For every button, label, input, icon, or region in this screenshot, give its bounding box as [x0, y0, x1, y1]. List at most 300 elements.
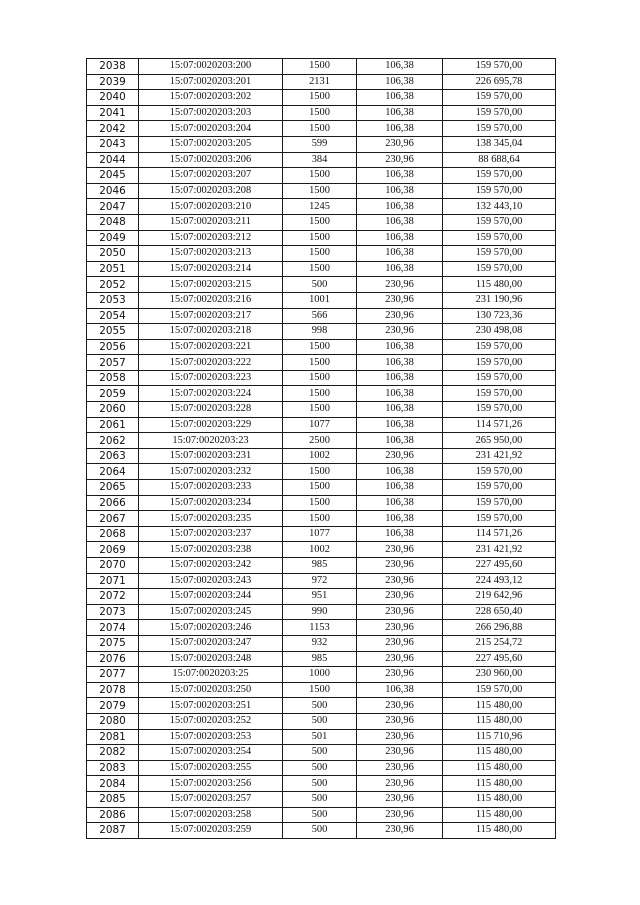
- cadastral-number-cell: 15:07:0020203:229: [139, 417, 283, 433]
- table-row: [87, 589, 556, 605]
- cadastral-value-cell: 115 480,00: [443, 745, 556, 761]
- rate-cell: 106,38: [357, 355, 443, 371]
- cadastral-number-cell: 15:07:0020203:238: [139, 542, 283, 558]
- area-cell: 1500: [283, 386, 357, 402]
- table-row: [87, 308, 556, 324]
- row-number-cell: 2040: [87, 90, 139, 106]
- table-row: [87, 214, 556, 230]
- cadastral-value-cell: 159 570,00: [443, 339, 556, 355]
- cadastral-number-cell: 15:07:0020203:258: [139, 807, 283, 823]
- table-row: [87, 791, 556, 807]
- cadastral-value-cell: 159 570,00: [443, 464, 556, 480]
- rate-cell: 106,38: [357, 183, 443, 199]
- table-row: [87, 402, 556, 418]
- area-cell: 1500: [283, 183, 357, 199]
- rate-cell: 230,96: [357, 542, 443, 558]
- rate-cell: 106,38: [357, 105, 443, 121]
- rate-cell: 230,96: [357, 651, 443, 667]
- cadastral-value-cell: 138 345,04: [443, 136, 556, 152]
- area-cell: 500: [283, 791, 357, 807]
- cadastral-number-cell: 15:07:0020203:231: [139, 448, 283, 464]
- cadastral-value-cell: 159 570,00: [443, 402, 556, 418]
- rate-cell: 230,96: [357, 729, 443, 745]
- table-row: [87, 339, 556, 355]
- area-cell: 2131: [283, 74, 357, 90]
- row-number-cell: 2059: [87, 386, 139, 402]
- row-number-cell: 2082: [87, 745, 139, 761]
- area-cell: 1500: [283, 464, 357, 480]
- row-number-cell: 2057: [87, 355, 139, 371]
- table-row: [87, 604, 556, 620]
- area-cell: 384: [283, 152, 357, 168]
- area-cell: 500: [283, 776, 357, 792]
- area-cell: 1002: [283, 542, 357, 558]
- row-number-cell: 2048: [87, 214, 139, 230]
- row-number-cell: 2072: [87, 589, 139, 605]
- area-cell: 1500: [283, 355, 357, 371]
- table-row: [87, 776, 556, 792]
- table-row: [87, 136, 556, 152]
- cadastral-number-cell: 15:07:0020203:234: [139, 495, 283, 511]
- cadastral-value-cell: 231 421,92: [443, 448, 556, 464]
- row-number-cell: 2070: [87, 558, 139, 574]
- cadastral-number-cell: 15:07:0020203:252: [139, 713, 283, 729]
- table-row: [87, 246, 556, 262]
- cadastral-number-cell: 15:07:0020203:248: [139, 651, 283, 667]
- cadastral-value-table: [86, 58, 556, 839]
- cadastral-value-cell: 159 570,00: [443, 105, 556, 121]
- area-cell: 500: [283, 745, 357, 761]
- cadastral-value-cell: 227 495,60: [443, 651, 556, 667]
- cadastral-number-cell: 15:07:0020203:251: [139, 698, 283, 714]
- cadastral-number-cell: 15:07:0020203:250: [139, 682, 283, 698]
- cadastral-value-cell: 114 571,26: [443, 417, 556, 433]
- row-number-cell: 2060: [87, 402, 139, 418]
- rate-cell: 230,96: [357, 136, 443, 152]
- cadastral-number-cell: 15:07:0020203:247: [139, 635, 283, 651]
- row-number-cell: 2086: [87, 807, 139, 823]
- table-row: [87, 823, 556, 839]
- table-row: [87, 355, 556, 371]
- rate-cell: 106,38: [357, 511, 443, 527]
- cadastral-value-cell: 115 710,96: [443, 729, 556, 745]
- table-row: [87, 261, 556, 277]
- rate-cell: 106,38: [357, 480, 443, 496]
- area-cell: 1500: [283, 480, 357, 496]
- row-number-cell: 2049: [87, 230, 139, 246]
- cadastral-number-cell: 15:07:0020203:244: [139, 589, 283, 605]
- area-cell: 500: [283, 807, 357, 823]
- cadastral-number-cell: 15:07:0020203:245: [139, 604, 283, 620]
- cadastral-value-cell: 159 570,00: [443, 495, 556, 511]
- area-cell: 500: [283, 760, 357, 776]
- cadastral-value-cell: 159 570,00: [443, 59, 556, 75]
- cadastral-number-cell: 15:07:0020203:235: [139, 511, 283, 527]
- cadastral-value-cell: 231 190,96: [443, 292, 556, 308]
- rate-cell: 106,38: [357, 199, 443, 215]
- area-cell: 1077: [283, 526, 357, 542]
- area-cell: 1001: [283, 292, 357, 308]
- row-number-cell: 2074: [87, 620, 139, 636]
- cadastral-value-cell: 130 723,36: [443, 308, 556, 324]
- cadastral-number-cell: 15:07:0020203:214: [139, 261, 283, 277]
- rate-cell: 230,96: [357, 745, 443, 761]
- cadastral-value-cell: 224 493,12: [443, 573, 556, 589]
- cadastral-number-cell: 15:07:0020203:255: [139, 760, 283, 776]
- area-cell: 500: [283, 823, 357, 839]
- area-cell: 932: [283, 635, 357, 651]
- rate-cell: 106,38: [357, 261, 443, 277]
- row-number-cell: 2077: [87, 667, 139, 683]
- cadastral-number-cell: 15:07:0020203:257: [139, 791, 283, 807]
- cadastral-value-cell: 231 421,92: [443, 542, 556, 558]
- table-row: [87, 698, 556, 714]
- row-number-cell: 2079: [87, 698, 139, 714]
- table-row: [87, 635, 556, 651]
- row-number-cell: 2076: [87, 651, 139, 667]
- area-cell: 1500: [283, 90, 357, 106]
- row-number-cell: 2075: [87, 635, 139, 651]
- rate-cell: 106,38: [357, 386, 443, 402]
- row-number-cell: 2050: [87, 246, 139, 262]
- row-number-cell: 2063: [87, 448, 139, 464]
- cadastral-number-cell: 15:07:0020203:210: [139, 199, 283, 215]
- table-row: [87, 760, 556, 776]
- cadastral-number-cell: 15:07:0020203:254: [139, 745, 283, 761]
- rate-cell: 106,38: [357, 526, 443, 542]
- row-number-cell: 2046: [87, 183, 139, 199]
- row-number-cell: 2055: [87, 324, 139, 340]
- cadastral-value-cell: 219 642,96: [443, 589, 556, 605]
- table-row: [87, 448, 556, 464]
- row-number-cell: 2042: [87, 121, 139, 137]
- row-number-cell: 2081: [87, 729, 139, 745]
- row-number-cell: 2047: [87, 199, 139, 215]
- rate-cell: 106,38: [357, 402, 443, 418]
- row-number-cell: 2064: [87, 464, 139, 480]
- table-row: [87, 292, 556, 308]
- table-row: [87, 121, 556, 137]
- area-cell: 1500: [283, 370, 357, 386]
- cadastral-value-cell: 115 480,00: [443, 791, 556, 807]
- table-body: [87, 59, 556, 839]
- cadastral-number-cell: 15:07:0020203:216: [139, 292, 283, 308]
- cadastral-value-cell: 115 480,00: [443, 776, 556, 792]
- table-row: [87, 464, 556, 480]
- area-cell: 1500: [283, 511, 357, 527]
- rate-cell: 230,96: [357, 823, 443, 839]
- rate-cell: 230,96: [357, 152, 443, 168]
- rate-cell: 106,38: [357, 339, 443, 355]
- row-number-cell: 2062: [87, 433, 139, 449]
- cadastral-value-cell: 159 570,00: [443, 183, 556, 199]
- table-row: [87, 90, 556, 106]
- row-number-cell: 2058: [87, 370, 139, 386]
- row-number-cell: 2053: [87, 292, 139, 308]
- table-row: [87, 558, 556, 574]
- rate-cell: 230,96: [357, 604, 443, 620]
- rate-cell: 230,96: [357, 277, 443, 293]
- table-row: [87, 573, 556, 589]
- cadastral-number-cell: 15:07:0020203:205: [139, 136, 283, 152]
- cadastral-value-cell: 115 480,00: [443, 698, 556, 714]
- cadastral-value-cell: 115 480,00: [443, 823, 556, 839]
- cadastral-number-cell: 15:07:0020203:256: [139, 776, 283, 792]
- cadastral-value-cell: 115 480,00: [443, 760, 556, 776]
- table-row: [87, 59, 556, 75]
- rate-cell: 230,96: [357, 620, 443, 636]
- table-row: [87, 729, 556, 745]
- rate-cell: 230,96: [357, 698, 443, 714]
- area-cell: 1153: [283, 620, 357, 636]
- row-number-cell: 2041: [87, 105, 139, 121]
- area-cell: 998: [283, 324, 357, 340]
- cadastral-value-cell: 159 570,00: [443, 682, 556, 698]
- table-row: [87, 74, 556, 90]
- cadastral-number-cell: 15:07:0020203:217: [139, 308, 283, 324]
- area-cell: 2500: [283, 433, 357, 449]
- cadastral-value-cell: 228 650,40: [443, 604, 556, 620]
- table-row: [87, 433, 556, 449]
- table-row: [87, 542, 556, 558]
- row-number-cell: 2067: [87, 511, 139, 527]
- area-cell: 1500: [283, 402, 357, 418]
- area-cell: 1500: [283, 121, 357, 137]
- table-row: [87, 526, 556, 542]
- rate-cell: 230,96: [357, 589, 443, 605]
- table-row: [87, 168, 556, 184]
- row-number-cell: 2078: [87, 682, 139, 698]
- area-cell: 951: [283, 589, 357, 605]
- cadastral-value-cell: 159 570,00: [443, 246, 556, 262]
- cadastral-value-cell: 132 443,10: [443, 199, 556, 215]
- table-row: [87, 620, 556, 636]
- cadastral-value-cell: 230 960,00: [443, 667, 556, 683]
- table-row: [87, 495, 556, 511]
- cadastral-value-cell: 159 570,00: [443, 90, 556, 106]
- area-cell: 1500: [283, 682, 357, 698]
- table-row: [87, 386, 556, 402]
- area-cell: 1500: [283, 105, 357, 121]
- cadastral-number-cell: 15:07:0020203:233: [139, 480, 283, 496]
- cadastral-value-cell: 159 570,00: [443, 168, 556, 184]
- table-row: [87, 199, 556, 215]
- area-cell: 1500: [283, 168, 357, 184]
- row-number-cell: 2038: [87, 59, 139, 75]
- rate-cell: 106,38: [357, 417, 443, 433]
- area-cell: 1002: [283, 448, 357, 464]
- cadastral-number-cell: 15:07:0020203:237: [139, 526, 283, 542]
- cadastral-number-cell: 15:07:0020203:223: [139, 370, 283, 386]
- cadastral-number-cell: 15:07:0020203:218: [139, 324, 283, 340]
- cadastral-number-cell: 15:07:0020203:23: [139, 433, 283, 449]
- area-cell: 500: [283, 277, 357, 293]
- cadastral-number-cell: 15:07:0020203:215: [139, 277, 283, 293]
- cadastral-value-cell: 115 480,00: [443, 807, 556, 823]
- cadastral-number-cell: 15:07:0020203:208: [139, 183, 283, 199]
- cadastral-value-cell: 230 498,08: [443, 324, 556, 340]
- rate-cell: 106,38: [357, 433, 443, 449]
- cadastral-number-cell: 15:07:0020203:206: [139, 152, 283, 168]
- cadastral-value-cell: 159 570,00: [443, 355, 556, 371]
- cadastral-number-cell: 15:07:0020203:204: [139, 121, 283, 137]
- row-number-cell: 2044: [87, 152, 139, 168]
- cadastral-number-cell: 15:07:0020203:213: [139, 246, 283, 262]
- area-cell: 1500: [283, 339, 357, 355]
- table-row: [87, 745, 556, 761]
- cadastral-number-cell: 15:07:0020203:211: [139, 214, 283, 230]
- row-number-cell: 2045: [87, 168, 139, 184]
- area-cell: 1000: [283, 667, 357, 683]
- rate-cell: 106,38: [357, 59, 443, 75]
- row-number-cell: 2071: [87, 573, 139, 589]
- cadastral-value-cell: 159 570,00: [443, 230, 556, 246]
- table-row: [87, 277, 556, 293]
- row-number-cell: 2065: [87, 480, 139, 496]
- area-cell: 985: [283, 558, 357, 574]
- cadastral-value-cell: 159 570,00: [443, 370, 556, 386]
- cadastral-number-cell: 15:07:0020203:228: [139, 402, 283, 418]
- area-cell: 1500: [283, 246, 357, 262]
- cadastral-number-cell: 15:07:0020203:253: [139, 729, 283, 745]
- cadastral-value-cell: 215 254,72: [443, 635, 556, 651]
- rate-cell: 230,96: [357, 791, 443, 807]
- rate-cell: 106,38: [357, 495, 443, 511]
- area-cell: 566: [283, 308, 357, 324]
- row-number-cell: 2066: [87, 495, 139, 511]
- rate-cell: 106,38: [357, 464, 443, 480]
- row-number-cell: 2083: [87, 760, 139, 776]
- cadastral-value-cell: 265 950,00: [443, 433, 556, 449]
- cadastral-number-cell: 15:07:0020203:224: [139, 386, 283, 402]
- area-cell: 1077: [283, 417, 357, 433]
- cadastral-number-cell: 15:07:0020203:212: [139, 230, 283, 246]
- row-number-cell: 2069: [87, 542, 139, 558]
- rate-cell: 230,96: [357, 635, 443, 651]
- table-row: [87, 324, 556, 340]
- row-number-cell: 2085: [87, 791, 139, 807]
- rate-cell: 230,96: [357, 448, 443, 464]
- rate-cell: 106,38: [357, 214, 443, 230]
- row-number-cell: 2073: [87, 604, 139, 620]
- table-row: [87, 183, 556, 199]
- cadastral-value-cell: 226 695,78: [443, 74, 556, 90]
- area-cell: 500: [283, 698, 357, 714]
- table-row: [87, 682, 556, 698]
- row-number-cell: 2061: [87, 417, 139, 433]
- cadastral-value-cell: 88 688,64: [443, 152, 556, 168]
- area-cell: 985: [283, 651, 357, 667]
- row-number-cell: 2051: [87, 261, 139, 277]
- area-cell: 1500: [283, 495, 357, 511]
- row-number-cell: 2056: [87, 339, 139, 355]
- area-cell: 1500: [283, 59, 357, 75]
- cadastral-value-cell: 159 570,00: [443, 261, 556, 277]
- table-row: [87, 152, 556, 168]
- rate-cell: 230,96: [357, 558, 443, 574]
- area-cell: 500: [283, 713, 357, 729]
- rate-cell: 230,96: [357, 776, 443, 792]
- rate-cell: 106,38: [357, 74, 443, 90]
- area-cell: 501: [283, 729, 357, 745]
- area-cell: 1500: [283, 230, 357, 246]
- cadastral-number-cell: 15:07:0020203:259: [139, 823, 283, 839]
- rate-cell: 230,96: [357, 807, 443, 823]
- cadastral-number-cell: 15:07:0020203:203: [139, 105, 283, 121]
- table-row: [87, 667, 556, 683]
- cadastral-value-cell: 159 570,00: [443, 480, 556, 496]
- cadastral-value-cell: 159 570,00: [443, 386, 556, 402]
- row-number-cell: 2039: [87, 74, 139, 90]
- cadastral-value-cell: 266 296,88: [443, 620, 556, 636]
- cadastral-value-cell: 159 570,00: [443, 214, 556, 230]
- cadastral-number-cell: 15:07:0020203:202: [139, 90, 283, 106]
- table-row: [87, 511, 556, 527]
- cadastral-value-cell: 115 480,00: [443, 277, 556, 293]
- table-row: [87, 807, 556, 823]
- rate-cell: 106,38: [357, 121, 443, 137]
- cadastral-value-cell: 227 495,60: [443, 558, 556, 574]
- cadastral-number-cell: 15:07:0020203:232: [139, 464, 283, 480]
- row-number-cell: 2052: [87, 277, 139, 293]
- cadastral-number-cell: 15:07:0020203:221: [139, 339, 283, 355]
- area-cell: 972: [283, 573, 357, 589]
- rate-cell: 230,96: [357, 760, 443, 776]
- rate-cell: 106,38: [357, 370, 443, 386]
- cadastral-number-cell: 15:07:0020203:242: [139, 558, 283, 574]
- table-row: [87, 230, 556, 246]
- cadastral-number-cell: 15:07:0020203:207: [139, 168, 283, 184]
- cadastral-number-cell: 15:07:0020203:222: [139, 355, 283, 371]
- row-number-cell: 2084: [87, 776, 139, 792]
- cadastral-number-cell: 15:07:0020203:200: [139, 59, 283, 75]
- area-cell: 1500: [283, 261, 357, 277]
- cadastral-value-cell: 159 570,00: [443, 511, 556, 527]
- rate-cell: 106,38: [357, 230, 443, 246]
- table-row: [87, 651, 556, 667]
- rate-cell: 230,96: [357, 713, 443, 729]
- area-cell: 1245: [283, 199, 357, 215]
- table-row: [87, 480, 556, 496]
- rate-cell: 230,96: [357, 667, 443, 683]
- table-row: [87, 417, 556, 433]
- cadastral-number-cell: 15:07:0020203:243: [139, 573, 283, 589]
- rate-cell: 230,96: [357, 324, 443, 340]
- table-row: [87, 370, 556, 386]
- row-number-cell: 2068: [87, 526, 139, 542]
- area-cell: 990: [283, 604, 357, 620]
- rate-cell: 230,96: [357, 573, 443, 589]
- row-number-cell: 2043: [87, 136, 139, 152]
- row-number-cell: 2054: [87, 308, 139, 324]
- rate-cell: 230,96: [357, 308, 443, 324]
- cadastral-number-cell: 15:07:0020203:201: [139, 74, 283, 90]
- cadastral-number-cell: 15:07:0020203:246: [139, 620, 283, 636]
- cadastral-value-cell: 115 480,00: [443, 713, 556, 729]
- cadastral-value-cell: 114 571,26: [443, 526, 556, 542]
- row-number-cell: 2087: [87, 823, 139, 839]
- rate-cell: 106,38: [357, 682, 443, 698]
- cadastral-value-cell: 159 570,00: [443, 121, 556, 137]
- table-row: [87, 105, 556, 121]
- table-row: [87, 713, 556, 729]
- row-number-cell: 2080: [87, 713, 139, 729]
- rate-cell: 230,96: [357, 292, 443, 308]
- cadastral-number-cell: 15:07:0020203:25: [139, 667, 283, 683]
- area-cell: 599: [283, 136, 357, 152]
- area-cell: 1500: [283, 214, 357, 230]
- rate-cell: 106,38: [357, 246, 443, 262]
